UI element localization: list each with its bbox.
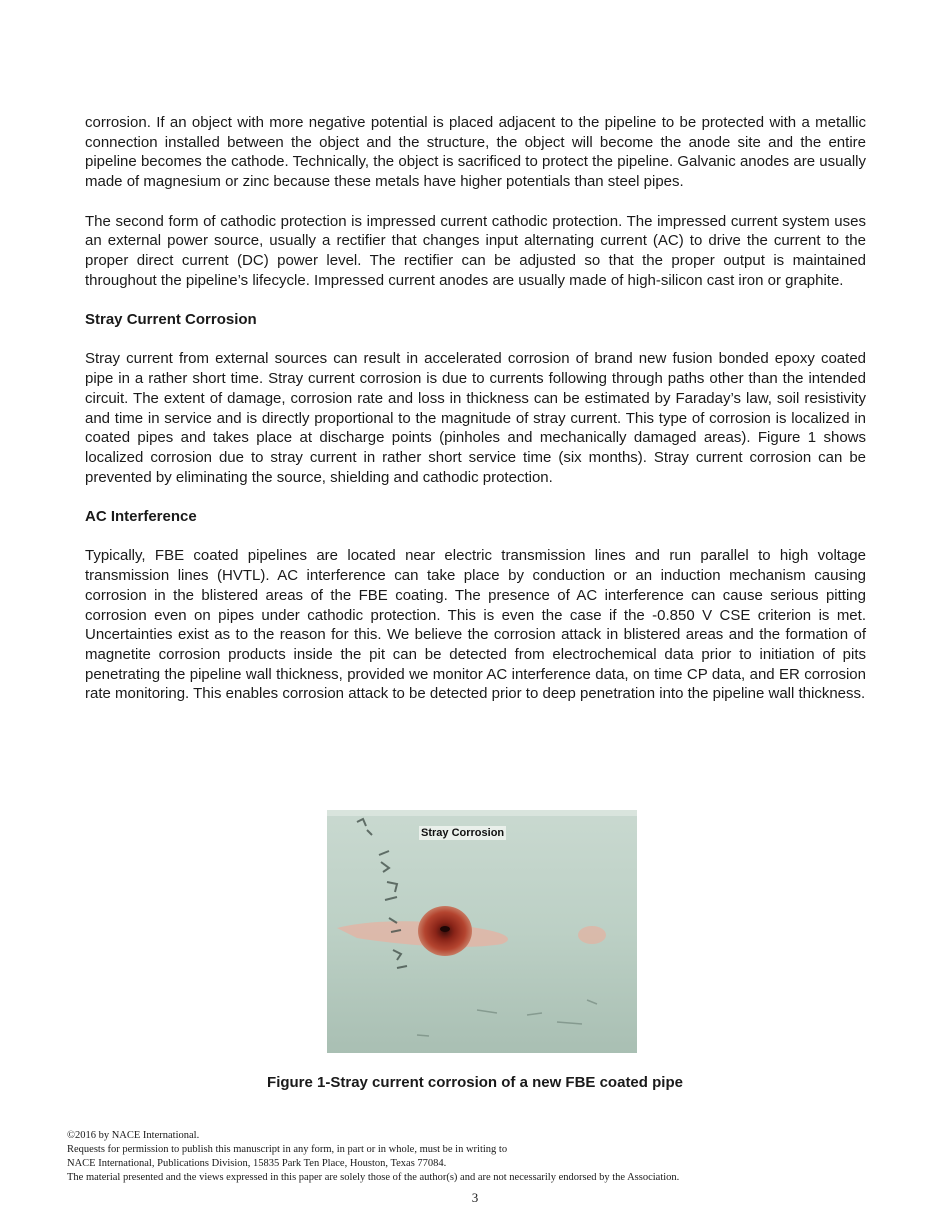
copyright-footer xyxy=(67,1129,887,1185)
heading-ac-interference: AC Interference xyxy=(85,508,197,525)
document-body xyxy=(85,113,866,704)
page-number: 3 xyxy=(471,1190,479,1205)
paragraph-galvanic-anodes: corrosion. If an object with more negative potential is placed adjacent to the pipeline to be protected with a metallic connection installed between the object and the structure, the object will become the anode site and the entire pipeline becomes the cathode. Technically, the object is sacrificed to protect the pipeline. Galvanic anodes are usually made of magnesium or zinc because these metals have higher potentials than steel pipes. xyxy=(85,114,866,191)
paragraph-impressed-current: The second form of cathodic protection is impressed current cathodic protection. The impressed current system uses an external power source, usually a rectifier that changes input alternating current (AC) to drive the current to the proper direct current (DC) power level. The rectifier can be adjusted so that the proper output is maintained throughout the pipeline’s lifecycle. Impressed current anodes are usually made of high-silicon cast iron or graphite. xyxy=(85,212,866,289)
footer-disclaimer: The material presented and the views expressed in this paper are solely those of the author(s) and are not necessarily endorsed by the Association. xyxy=(67,1172,680,1183)
footer-permission: Requests for permission to publish this manuscript in any form, in part or in whole, must be in writing to xyxy=(67,1144,508,1155)
pipe-photo xyxy=(327,810,637,1053)
footer-copyright: ©2016 by NACE International. xyxy=(67,1130,200,1141)
footer-address: NACE International, Publications Division, 15835 Park Ten Place, Houston, Texas 77084. xyxy=(67,1158,447,1169)
heading-stray-current-corrosion: Stray Current Corrosion xyxy=(85,311,257,328)
paragraph-stray-current: Stray current from external sources can result in accelerated corrosion of brand new fusion bonded epoxy coated pipe in a rather short time. Stray current corrosion is due to currents following through paths other than the intended circuit. The extent of damage, corrosion rate and loss in thickness can be estimated by Faraday’s law, soil resistivity and time in service and is directly proportional to the magnitude of stray current. This type of corrosion is localized in coated pipes and takes place at discharge points (pinholes and mechanically damaged areas). Figure 1 shows localized corrosion due to stray current in rather short service time (six months). Stray current corrosion can be prevented by eliminating the source, shielding and cathodic protection. xyxy=(85,350,866,486)
figure-stray-corrosion-photo xyxy=(327,810,637,1053)
figure-inline-label: Stray Corrosion xyxy=(421,827,505,839)
paragraph-ac-interference: Typically, FBE coated pipelines are located near electric transmission lines and run parallel to high voltage transmission lines (HVTL). AC interference can take place by conduction or an induction mechanism causing corrosion in the blistered areas of the FBE coating. The presence of AC interference can cause serious pitting corrosion even on pipes under cathodic protection. This is even the case if the -0.850 V CSE criterion is met. Uncertainties exist as to the reason for this. We believe the corrosion attack in blistered areas and the formation of magnetite corrosion products inside the pit can be detected from electrochemical data prior to initiation of pits penetrating the pipeline wall thickness, provided we monitor AC interference data, on time CP data, and ER corrosion rate monitoring. This enables corrosion attack to be detected prior to deep penetration into the pipeline wall thickness. xyxy=(85,547,866,703)
figure-caption: Figure 1-Stray current corrosion of a new FBE coated pipe xyxy=(267,1074,683,1091)
